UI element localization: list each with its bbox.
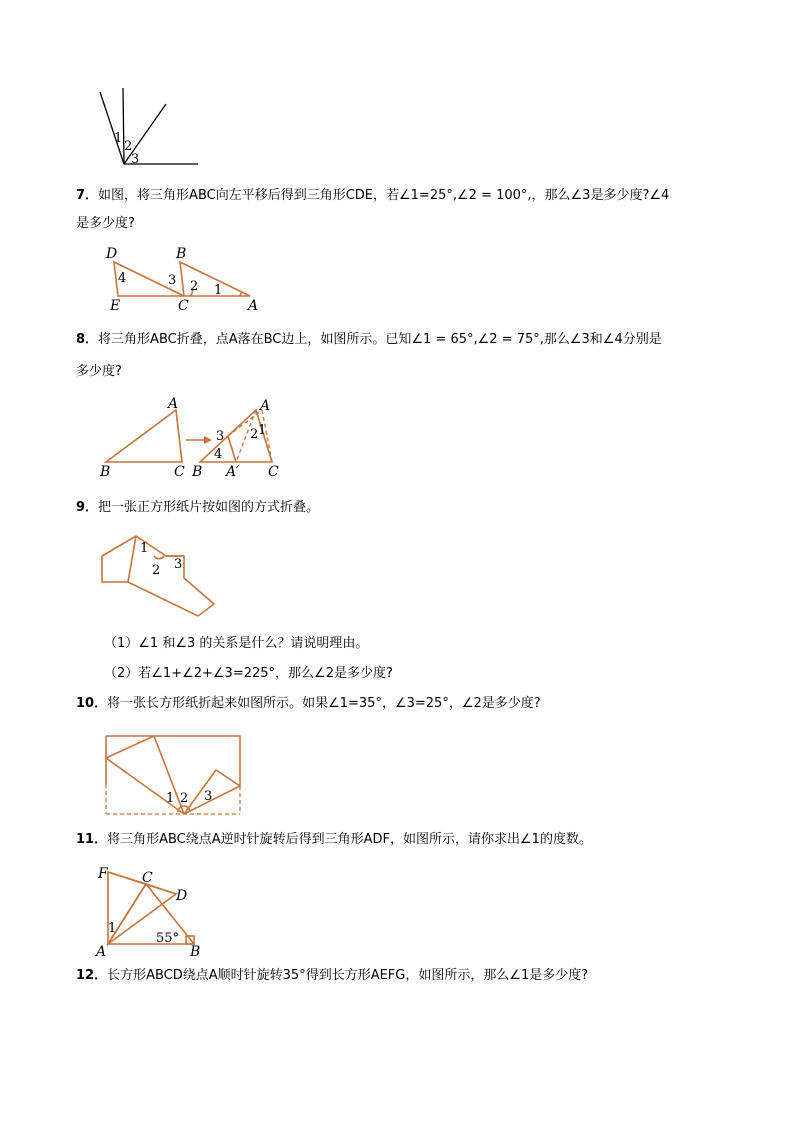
- question-11: [76, 826, 592, 854]
- question-number: 12．: [76, 968, 108, 983]
- figure-q9-square-fold: [98, 530, 228, 626]
- question-number: 11．: [76, 832, 108, 847]
- angle-2: 2: [190, 279, 199, 294]
- angle-3: 3: [168, 273, 177, 288]
- question-9-part-1: （1）∠1 和∠3 的关系是什么？请说明理由。: [104, 636, 369, 651]
- angle-1: 1: [258, 423, 267, 438]
- question-number: 8．: [76, 332, 99, 347]
- question-number: 7．: [76, 188, 99, 203]
- point-F: F: [98, 866, 108, 882]
- point-A: A: [248, 298, 259, 314]
- angle-55: 55°: [156, 931, 180, 946]
- question-text: 将一张长方形纸折起来如图所示。如果∠1=35°，∠3=25°，∠2是多少度?: [107, 696, 541, 711]
- angle-2: 2: [250, 427, 259, 442]
- angle-4: 4: [214, 447, 223, 462]
- point-C: C: [142, 870, 153, 886]
- angle-4: 4: [118, 271, 127, 286]
- figure-q7-triangles: [104, 244, 274, 316]
- angle-3: 3: [204, 789, 213, 804]
- angle-1: 1: [166, 791, 175, 806]
- question-number: 9．: [76, 500, 99, 515]
- point-A-right: A: [260, 398, 271, 414]
- question-text: 将三角形ABC绕点A逆时针旋转后得到三角形ADF，如图所示，请你求出∠1的度数。: [107, 832, 592, 847]
- question-text: 把一张正方形纸片按如图的方式折叠。: [98, 500, 320, 515]
- figure-q11-rotation: [94, 864, 214, 960]
- angle-1: 1: [214, 283, 223, 298]
- angle-label-1: 1: [114, 131, 123, 146]
- point-B-right: B: [192, 464, 203, 480]
- figure-q8-fold: [96, 394, 296, 484]
- point-D: D: [176, 888, 188, 904]
- question-8-line2: 多少度?: [76, 364, 122, 379]
- angle-1: 1: [108, 921, 117, 936]
- angle-label-2: 2: [124, 139, 133, 154]
- point-C: C: [174, 464, 185, 480]
- point-A: A: [96, 944, 107, 960]
- point-B: B: [100, 464, 111, 480]
- point-C: C: [178, 298, 189, 314]
- point-C-right: C: [268, 464, 279, 480]
- point-B: B: [176, 246, 187, 262]
- figure-angles-123: [94, 86, 204, 170]
- angle-3: 3: [216, 429, 225, 444]
- question-10: [76, 690, 541, 718]
- angle-label-3: 3: [131, 152, 140, 167]
- point-B: B: [190, 944, 201, 960]
- point-E: E: [110, 298, 121, 314]
- question-12: [76, 962, 588, 990]
- point-A-prime: A′: [226, 464, 240, 480]
- angle-2: 2: [152, 563, 161, 578]
- question-7-line2: 是多少度?: [76, 216, 135, 231]
- question-8: [76, 326, 662, 354]
- question-text: 长方形ABCD绕点A顺时针旋转35°得到长方形AEFG，如图所示，那么∠1是多少度?: [107, 968, 589, 983]
- point-D: D: [106, 246, 118, 262]
- angle-1: 1: [140, 541, 149, 556]
- angle-2: 2: [180, 791, 189, 806]
- angle-3: 3: [174, 557, 183, 572]
- point-A: A: [168, 396, 179, 412]
- question-text: 如图，将三角形ABC向左平移后得到三角形CDE，若∠1=25°,∠2 = 100°,，那么∠3是多少度?∠4: [98, 188, 670, 203]
- question-number: 10．: [76, 696, 108, 711]
- question-7: [76, 182, 669, 210]
- figure-q10-rect-fold: [104, 734, 244, 820]
- question-9: [76, 494, 319, 522]
- question-text: 将三角形ABC折叠，点A落在BC边上，如图所示。已知∠1 = 65°,∠2 = 75°,那么∠3和∠4分别是: [98, 332, 662, 347]
- question-9-part-2: （2）若∠1+∠2+∠3=225°，那么∠2是多少度?: [104, 666, 393, 681]
